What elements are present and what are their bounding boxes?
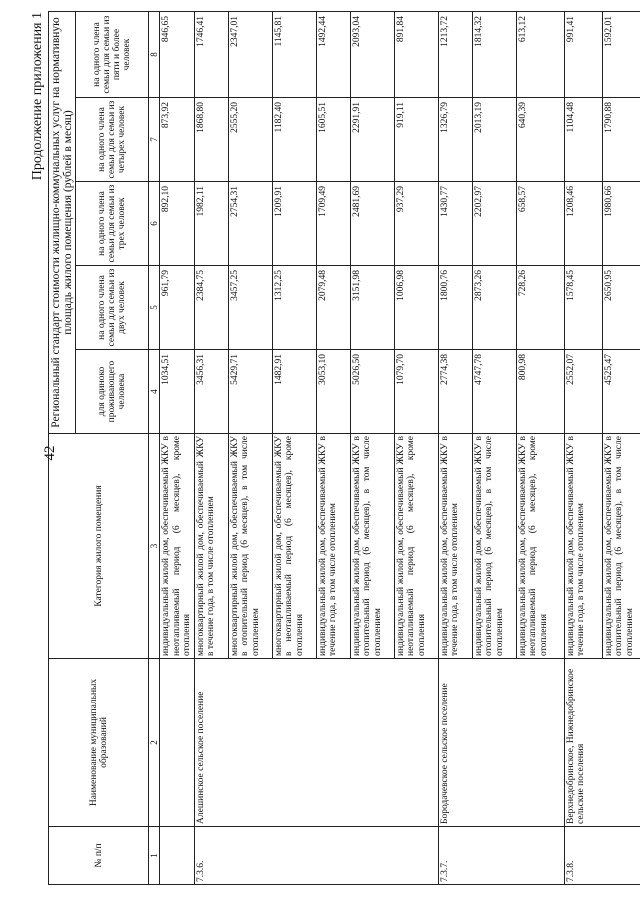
table-row [564,11,602,884]
cost-value: 2873,26 [472,266,516,350]
cost-value: 1104,48 [564,98,602,182]
cost-value: 892,10 [160,182,195,266]
cost-value: 2202,97 [472,182,516,266]
table-row [194,11,228,884]
cost-value: 2384,75 [194,266,228,350]
municipality-name: Бородачевское сельское поселение [438,659,564,827]
cost-value: 2552,07 [564,350,602,434]
header-municipality: Наименование муниципальных образований [49,659,149,827]
cost-value: 1814,32 [472,11,516,97]
header-sub-5: на одного члена семьи для семьи из пяти и более человек [76,11,149,97]
housing-category: индивидуальный жилой дом, обеспечиваемый ЖКУ в течение года, в том числе отоплением [316,434,350,659]
cost-value: 1182,40 [272,98,316,182]
column-number: 8 [149,11,160,97]
housing-category: индивидуальный жилой дом, обеспечиваемый ЖКУ в течение года, в том числе отоплением [564,434,602,659]
housing-category: индивидуальный жилой дом, обеспечиваемый ЖКУ в неотапливаемый период (6 месяцев), кроме отопления [394,434,438,659]
housing-category: индивидуальный жилой дом, обеспечиваемый ЖКУ в неотапливаемый период (6 месяцев), кроме отопления [516,434,564,659]
cost-value: 1592,01 [602,11,640,97]
municipality-name [160,659,195,827]
column-number: 4 [149,350,160,434]
cost-value: 919,11 [394,98,438,182]
column-number: 1 [149,827,160,885]
housing-category: индивидуальный жилой дом, обеспечиваемый ЖКУ в отопительный период (6 месяцев), в том числе отоплением [472,434,516,659]
header-sub-4: на одного члена семьи для семьи из четырех человек [76,98,149,182]
cost-value: 1868,80 [194,98,228,182]
housing-category: многоквартирный жилой дом, обеспечиваемый ЖКУ в течение года, в том числе отоплением [194,434,228,659]
cost-value: 1145,81 [272,11,316,97]
row-number: 7.3.7. [438,827,564,885]
cost-value: 1430,77 [438,182,472,266]
cost-value: 1312,25 [272,266,316,350]
cost-value: 1605,51 [316,98,350,182]
housing-category: многоквартирный жилой дом, обеспечиваемый ЖКУ в неотапливаемый период (6 месяцев), кроме отопления [272,434,316,659]
cost-value: 658,57 [516,182,564,266]
housing-category: индивидуальный жилой дом, обеспечиваемый ЖКУ в отопительный период (6 месяцев), в том числе отоплением [350,434,394,659]
cost-value: 4525,47 [602,350,640,434]
cost-value: 728,26 [516,266,564,350]
cost-value: 1980,66 [602,182,640,266]
cost-value: 1709,49 [316,182,350,266]
cost-value: 3457,25 [228,266,272,350]
cost-value: 1982,11 [194,182,228,266]
header-standard: Региональный стандарт стоимости жилищно-коммунальных услуг на нормативную площадь жилого помещения (рублей в месяц) [49,11,76,433]
cost-value: 2754,31 [228,182,272,266]
cost-value: 800,98 [516,350,564,434]
cost-value: 1208,46 [564,182,602,266]
appendix-title: Продолжение приложения 1 [30,12,45,181]
column-number: 6 [149,182,160,266]
housing-category: индивидуальный жилой дом, обеспечиваемый ЖКУ в неотапливаемый период (6 месяцев), кроме отопления [160,434,195,659]
cost-value: 2481,69 [350,182,394,266]
table-row [160,11,195,884]
cost-value: 3151,98 [350,266,394,350]
row-number [160,827,195,885]
housing-category: многоквартирный жилой дом, обеспечиваемый ЖКУ в отопительный период (6 месяцев), в том числе отоплением [228,434,272,659]
column-number: 7 [149,98,160,182]
cost-value: 1578,45 [564,266,602,350]
cost-value: 891,84 [394,11,438,97]
cost-value: 5026,50 [350,350,394,434]
cost-value: 1746,41 [194,11,228,97]
cost-value: 2774,38 [438,350,472,434]
cost-value: 2291,91 [350,98,394,182]
cost-value: 2650,95 [602,266,640,350]
cost-value: 640,39 [516,98,564,182]
table-header [49,11,160,884]
municipality-name: Алешинское сельское поселение [194,659,438,827]
cost-value: 2555,20 [228,98,272,182]
cost-value: 1800,76 [438,266,472,350]
cost-value: 1006,98 [394,266,438,350]
cost-value: 1790,88 [602,98,640,182]
header-no: № п/п [49,827,149,885]
cost-value: 613,12 [516,11,564,97]
page-number: 42 [42,445,58,461]
row-number: 7.3.6. [194,827,438,885]
cost-value: 991,41 [564,11,602,97]
housing-category: индивидуальный жилой дом, обеспечиваемый ЖКУ в отопительный период (6 месяцев), в том числе отоплением [602,434,640,659]
column-number: 3 [149,434,160,659]
cost-value: 2013,19 [472,98,516,182]
cost-value: 2079,48 [316,266,350,350]
tariff-table [48,11,640,885]
column-number: 5 [149,266,160,350]
cost-value: 1209,91 [272,182,316,266]
cost-value: 2093,04 [350,11,394,97]
cost-value: 961,79 [160,266,195,350]
cost-value: 1213,72 [438,11,472,97]
table-row [438,11,472,884]
cost-value: 5429,71 [228,350,272,434]
header-category: Категория жилого помещения [49,434,149,659]
cost-value: 4747,78 [472,350,516,434]
cost-value: 2347,01 [228,11,272,97]
header-sub-3: на одного члена семьи для семьи из трех человек [76,182,149,266]
cost-value: 937,29 [394,182,438,266]
column-number-row [149,11,160,884]
row-number: 7.3.8. [564,827,640,885]
table-body [160,11,640,884]
cost-value: 1326,79 [438,98,472,182]
housing-category: индивидуальный жилой дом, обеспечиваемый ЖКУ в течение года, в том числе отоплением [438,434,472,659]
header-sub-2: на одного члена семьи для семьи из двух человек [76,266,149,350]
cost-value: 3053,10 [316,350,350,434]
header-sub-1: для одиноко проживающего человека [76,350,149,434]
cost-value: 1034,51 [160,350,195,434]
cost-value: 3456,31 [194,350,228,434]
cost-value: 846,65 [160,11,195,97]
cost-value: 1492,44 [316,11,350,97]
cost-value: 873,92 [160,98,195,182]
cost-value: 1079,70 [394,350,438,434]
municipality-name: Верхнедобринское, Нижнедобринское сельские поселения [564,659,640,827]
cost-value: 1482,91 [272,350,316,434]
column-number: 2 [149,659,160,827]
